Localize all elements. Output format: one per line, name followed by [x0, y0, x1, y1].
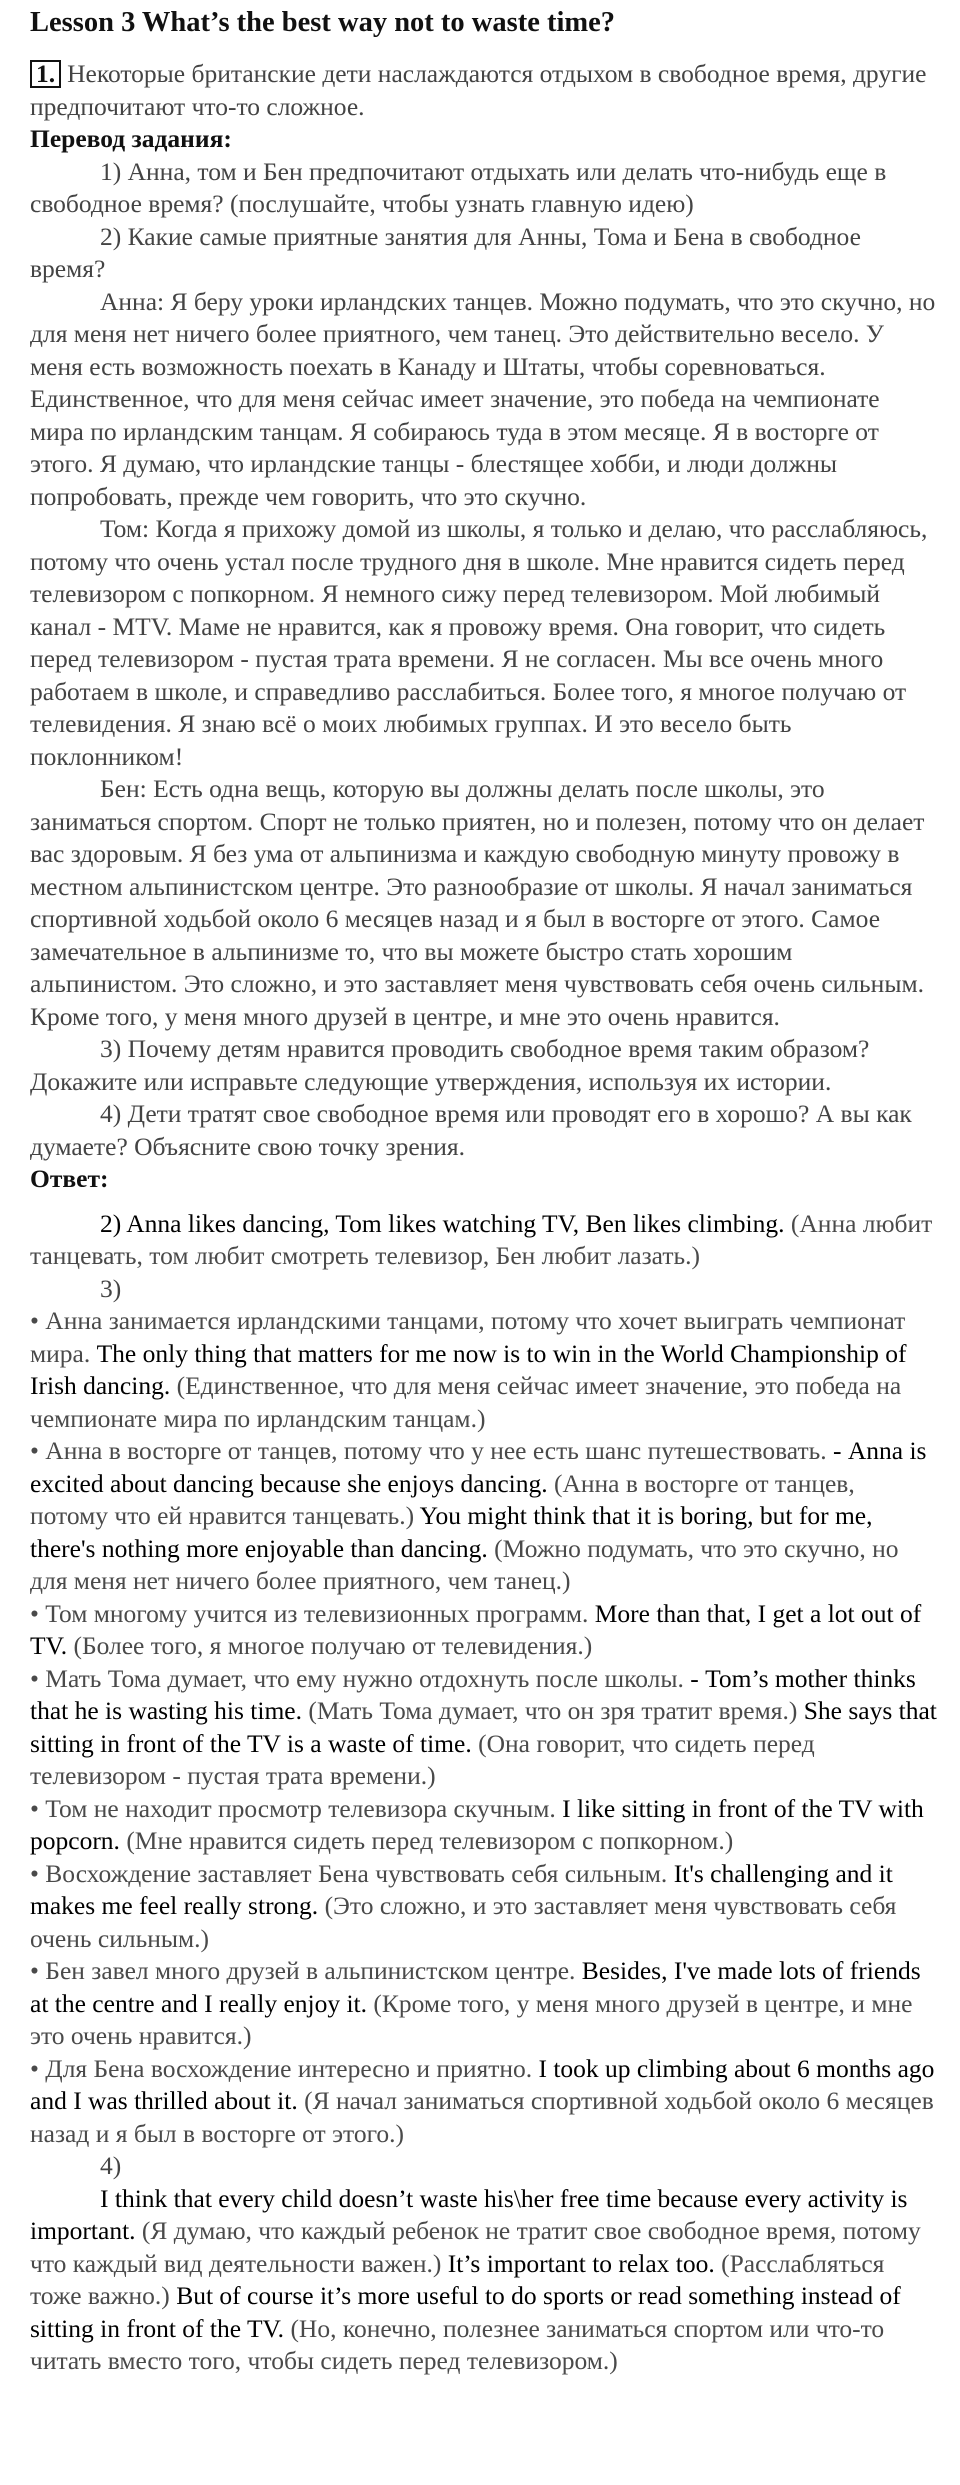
answer-3-bullet-3: • Том многому учится из телевизионных программ. More than that, I get a lot out of TV. (Более того, я многое получаю от телевидения.) — [30, 1598, 922, 1660]
answer-3-bullet-5: • Том не находит просмотр телевизора скучным. I like sitting in front of the TV with popcorn. (Мне нравится сидеть перед телевизором с попкорном.) — [30, 1793, 924, 1855]
answer-3-bullet-7: • Бен завел много друзей в альпинистском центре. Besides, I've made lots of friends at the centre and I really enjoy it. (Кроме того, у меня много друзей в центре, и мне это очень нравится.) — [30, 1956, 921, 2050]
anna-story: Анна: Я беру уроки ирландских танцев. Можно подумать, что это скучно, но для меня нет ничего более приятного, чем танец. Это действительно весело. У меня есть возможность поехать в Канаду и Штаты, чтобы соревноваться. Единственное, что для меня сейчас имеет значение, это победа на чемпионате мира по ирландским танцам. Я собираюсь туда в этом месяце. Я в восторге от этого. Я думаю, что ирландские танцы - блестящее хобби, и люди должны попробовать, прежде чем говорить, что это скучно. — [30, 286, 936, 511]
translation-question-4: 4) Дети тратят свое свободное время или проводят его в хорошо? А вы как думаете? Объясните свою точку зрения. — [30, 1099, 912, 1161]
translation-question-3: 3) Почему детям нравится проводить свободное время таким образом? Докажите или исправьте следующие утверждения, используя их истории. — [30, 1034, 870, 1096]
answer-3-bullet-8: • Для Бена восхождение интересно и приятно. I took up climbing about 6 months ago and I was thrilled about it. (Я начал заниматься спортивной ходьбой около 6 месяцев назад и я был в восторге от этого.) — [30, 2053, 935, 2148]
ben-story: Бен: Есть одна вещь, которую вы должны делать после школы, это заниматься спортом. Спорт не только приятен, но и полезен, потому что он делает вас здоровым. Я без ума от альпинизма и каждую свободную минуту провожу в местном альпинистском центре. Это разнообразие от школы. Я начал заниматься спортивной ходьбой около 6 месяцев назад и я был в восторге от этого. Самое замечательное в альпинизме то, что вы можете быстро стать хорошим альпинистом. Это сложно, и это заставляет меня чувствовать себя очень сильным. Кроме того, у меня много друзей в центре, и мне это очень нравится. — [30, 774, 925, 1031]
answer-3-label: 3) — [100, 1273, 122, 1303]
translation-question-1: 1) Анна, том и Бен предпочитают отдыхать или делать что-нибудь еще в свободное время? (послушайте, чтобы узнать главную идею) — [30, 156, 887, 218]
task-text: Некоторые британские дети наслаждаются отдыхом в свободное время, другие предпочитают что-то сложное. — [30, 59, 927, 121]
translation-heading: Перевод задания: — [30, 124, 232, 153]
task-statement — [30, 58, 938, 123]
answer-3-bullet-6: • Восхождение заставляет Бена чувствовать себя сильным. It's challenging and it makes me feel really strong. (Это сложно, и это заставляет меня чувствовать себя очень сильным.) — [30, 1858, 897, 1953]
answer-3-bullet-4: • Мать Тома думает, что ему нужно отдохнуть после школы. - Tom’s mother thinks that he is wasting his time. (Мать Тома думает, что он зря тратит время.) She says that sitting in front of the TV is a waste of time. (Она говорит, что сидеть перед телевизором - пустая трата времени.) — [30, 1663, 937, 1790]
answer-2-en: 2) Anna likes dancing, Tom likes watching TV, Ben likes climbing. — [100, 1208, 785, 1238]
translation-question-2: 2) Какие самые приятные занятия для Анны, Тома и Бена в свободное время? — [30, 221, 861, 283]
answer-3-bullet-2: • Анна в восторге от танцев, потому что у нее есть шанс путешествовать. - Anna is excited about dancing because she enjoys dancing. (Анна в восторге от танцев, потому что ей нравится танцевать.) You might think that it is boring, but for me, there's nothing more enjoyable than dancing. (Можно подумать, что это скучно, но для меня нет ничего более приятного, чем танец.) — [30, 1436, 927, 1595]
answer-2 — [30, 1208, 938, 1273]
tom-story: Том: Когда я прихожу домой из школы, я только и делаю, что расслабляюсь, потому что очень устал после трудного дня в школе. Мне нравится сидеть перед телевизором с попкорном. Я немного сижу перед телевизором. Мой любимый канал - MTV. Маме не нравится, как я провожу время. Она говорит, что сидеть перед телевизором - пустая трата времени. Я не согласен. Мы все очень много работаем в школе, и справедливо расслабиться. Более того, я многое получаю от телевидения. Я знаю всё о моих любимых группах. И это весело быть поклонником! — [30, 514, 928, 771]
lesson-title: Lesson 3 What’s the best way not to waste time? — [30, 7, 616, 38]
answer-4-label: 4) — [100, 2151, 122, 2180]
answer-2-ru: (Анна любит танцевать, том любит смотреть телевизор, Бен любит лазать.) — [30, 1208, 933, 1270]
answer-3-bullet-1: • Анна занимается ирландскими танцами, потому что хочет выиграть чемпионат мира. The only thing that matters for me now is to win in the World Championship of Irish dancing. (Единственное, что для меня сейчас имеет значение, это победа на чемпионате мира по ирландским танцам.) — [30, 1306, 907, 1433]
task-number-box: 1. — [30, 60, 61, 88]
answer-4-text: I think that every child doesn’t waste his\her free time because every activity is important. (Я думаю, что каждый ребенок не тратит свое свободное время, потому что каждый вид деятельности важен.) It’s important to relax too. (Расслабляться тоже важно.) But of course it’s more useful to do sports or read something instead of sitting in front of the TV. (Но, конечно, полезнее заниматься спортом или что-то читать вместо того, чтобы сидеть перед телевизором.) — [30, 2183, 921, 2375]
answer-heading: Ответ: — [30, 1164, 109, 1193]
